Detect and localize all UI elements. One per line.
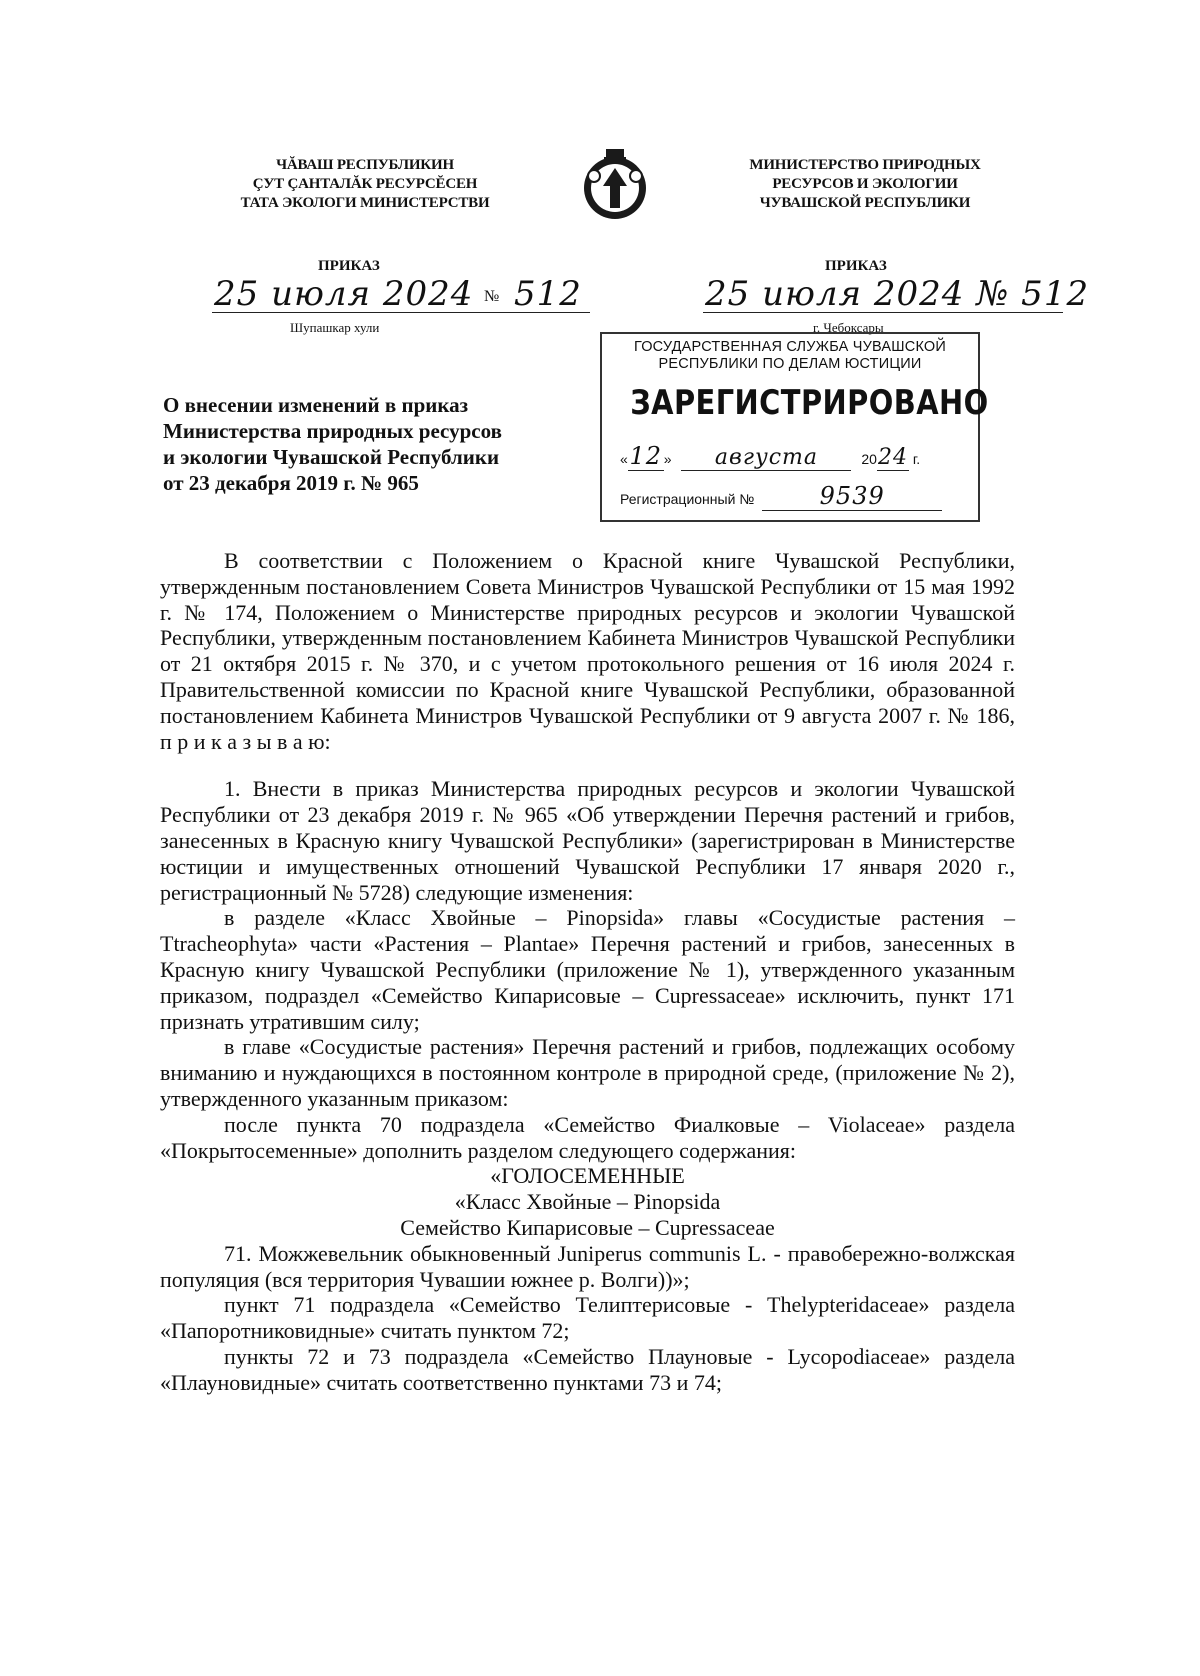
amendment-paragraph: пункт 71 подраздела «Семейство Телиптерисовые - Thelypteridaceae» раздела «Папоротниковидные» считать пунктом 72; [160,1292,1015,1344]
number-sign: № [484,288,500,305]
title-line: и экологии Чувашской Республики [163,445,500,469]
amendment-paragraph: после пункта 70 подраздела «Семейство Фиалковые – Violaceae» раздела «Покрытосеменные» дополнить разделом следующего содержания: [160,1111,1015,1163]
handwritten-date: 25 июля 2024 [214,274,474,314]
order-date-right [703,272,1090,318]
stamp-year-prefix: 20 [861,451,877,467]
stamp-year-unit: г. [912,451,921,467]
stamp-month: августа [714,445,819,470]
stamp-date-row: «12 » августа 2024 г. [620,442,921,470]
stamp-day: 12 [629,442,663,470]
stamp-reg-number: 9539 [819,482,885,510]
header-left-line: ÇУТ ÇАНТАЛĂК РЕСУРСĔСЕН [252,176,478,192]
amendment-paragraph: в разделе «Класс Хвойные – Pinopsida» главы «Сосудистые растения – Ttracheophyta» части «Растения – Plantae» Перечня растений и грибов, занесенных в Красную книгу Чувашской Республики (приложение № 1), утвержденного указанным приказом, подраздел «Семейство Кипарисовые – Cupressaceae» исключить, пункт 171 признать утратившим силу; [160,905,1015,1034]
family-heading: Семейство Кипарисовые – Cupressaceae [400,1214,775,1240]
handwritten-number: 512 [514,274,582,314]
title-line: Министерства природных ресурсов [163,419,502,443]
document-title [163,392,583,496]
stamp-line: ГОСУДАРСТВЕННАЯ СЛУЖБА ЧУВАШСКОЙ [633,339,947,355]
header-left-line: ТАТА ЭКОЛОГИ МИНИСТЕРСТВИ [240,195,490,211]
header-left-line: ЧĂВАШ РЕСПУБЛИКИН [276,157,454,173]
preamble-paragraph: В соответствии с Положением о Красной книге Чувашской Республики, утвержденным постановлением Совета Министров Чувашской Республики от 15 мая 1992 г. № 174, Положением о Министерстве природных ресурсов и экологии Чувашской Республики, утвержденным постановлением Кабинета Министров Чувашской Республики от 21 октября 2015 г. № 370, и с учетом протокольного решения от 16 июля 2024 г. Правительственной комиссии по Красной книге Чувашской Республики, образованной постановлением Кабинета Министров Чувашской Республики от 9 августа 2007 г. № 186, п р и к а з ы в а ю: [160,548,1015,754]
header-right-line: МИНИСТЕРСТВО ПРИРОДНЫХ [749,157,981,173]
order-label-right: ПРИКАЗ [825,258,887,274]
handwritten-date-number: 25 июля 2024 № 512 [705,274,1090,314]
stamp-status: ЗАРЕГИСТРИРОВАНО [630,383,989,423]
class-heading: «Класс Хвойные – Pinopsida [454,1189,721,1215]
section-heading: «ГОЛОСЕМЕННЫЕ [490,1163,685,1189]
order-label-left: ПРИКАЗ [318,258,380,274]
header-right [700,156,1030,213]
header-right-line: ЧУВАШСКОЙ РЕСПУБЛИКИ [759,195,971,211]
stamp-line: РЕСПУБЛИКИ ПО ДЕЛАМ ЮСТИЦИИ [658,356,922,372]
header-left [200,156,530,213]
document-body [160,548,1015,1396]
chuvash-emblem-icon [580,146,650,222]
stamp-year-suffix: 24 [877,445,908,470]
place-right: г. Чебоксары [813,320,884,335]
amendment-paragraph: в главе «Сосудистые растения» Перечня растений и грибов, подлежащих особому вниманию и нуждающихся в постоянном контроле в природной среде, (приложение № 2), утвержденного указанным приказом: [160,1034,1015,1111]
place-left: Шупашкар хули [290,320,380,335]
item-1-paragraph: 1. Внести в приказ Министерства природных ресурсов и экологии Чувашской Республики от 23 декабря 2019 г. № 965 «Об утверждении Перечня растений и грибов, занесенных в Красную книгу Чувашской Республики» (зарегистрирован в Министерстве юстиции и имущественных отношений Чувашской Республики 17 января 2020 г., регистрационный № 5728) следующие изменения: [160,776,1015,905]
amendment-paragraph: пункты 72 и 73 подраздела «Семейство Плауновые - Lycopodiaceae» раздела «Плауновидные» считать соответственно пунктами 73 и 74; [160,1343,1015,1395]
title-line: от 23 декабря 2019 г. № 965 [163,471,419,495]
stamp-reg-label: Регистрационный № [620,491,755,507]
title-line: О внесении изменений в приказ [163,393,469,417]
registration-stamp [600,332,989,522]
stamp-reg-row [620,482,970,511]
header-right-line: РЕСУРСОВ И ЭКОЛОГИИ [772,176,958,192]
order-date-left [212,272,592,318]
species-entry: 71. Можжевельник обыкновенный Juniperus communis L. - правобережно-волжская популяция (вся территория Чувашии южнее р. Волги))»; [160,1240,1015,1292]
